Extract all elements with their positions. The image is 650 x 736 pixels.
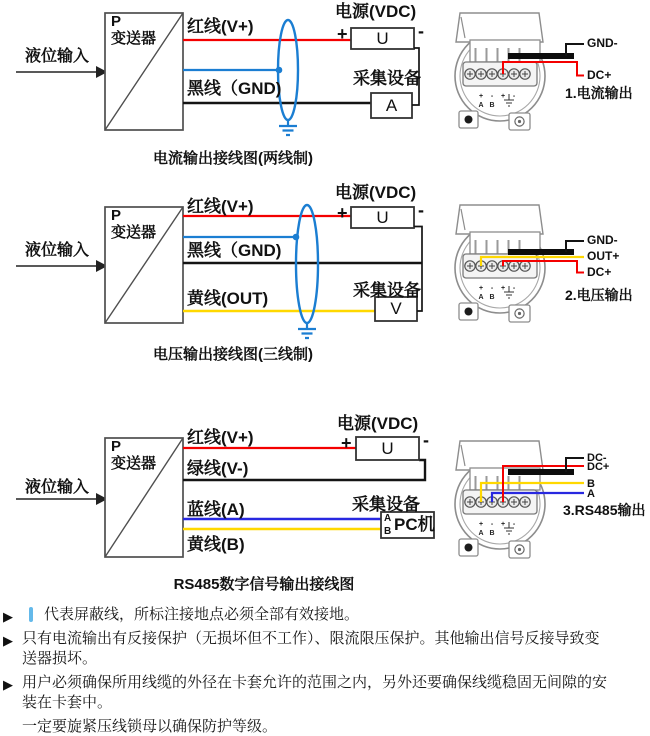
transmitter-name-label: 变送器 — [111, 224, 157, 241]
minus-sign: - — [423, 430, 429, 450]
bullet-triangle-icon: ▶ — [3, 633, 13, 648]
terminal-device — [455, 205, 545, 322]
plus-sign: + — [337, 24, 348, 44]
collector-title: 采集设备 — [353, 69, 421, 88]
input-label: 液位输入 — [25, 48, 90, 65]
blue-wire-label: 蓝线(A) — [187, 500, 245, 519]
note-cable-gland — [3, 673, 609, 713]
terminal-label-dcminus: DC- — [587, 452, 607, 464]
terminal-label-dcplus: DC+ — [587, 265, 612, 279]
green-wire-label: 绿线(V-) — [187, 459, 249, 478]
black-wire-label: 黑线（GND) — [187, 79, 282, 98]
diagram2-graphics — [16, 205, 584, 338]
note-text: 一定要旋紧压线锁母以确保防护等级。 — [22, 718, 278, 735]
ground-symbol-icon — [298, 323, 316, 338]
transmitter-p-label: P — [111, 207, 122, 224]
input-label: 液位输入 — [25, 479, 90, 496]
pc-port-a-label: A — [384, 513, 392, 524]
note-shield — [3, 605, 609, 625]
note-text: 代表屏蔽线，所标注接地点必须全部有效接地。 — [44, 606, 360, 623]
note-text: 只有电流输出有反接保护（无损坏但不工作）、限流限压保护。其他输出信号反接导致变送器损坏。 — [22, 630, 600, 667]
note-polarity — [3, 629, 609, 669]
bullet-triangle-icon: ▶ — [3, 609, 13, 624]
red-wire-label: 红线(V+) — [187, 17, 254, 36]
diagram2-caption: 电压输出接线图(三线制) — [153, 346, 313, 363]
power-unit-label: U — [381, 439, 394, 458]
note-lock-nut — [3, 717, 609, 736]
power-title: 电源(VDC) — [337, 414, 419, 433]
minus-sign: - — [418, 200, 424, 220]
terminal-label-out: OUT+ — [587, 249, 620, 263]
pc-label: PC机 — [394, 515, 435, 534]
minus-sign: - — [418, 21, 424, 41]
output-type-label: 3.RS485输出 — [563, 502, 646, 518]
power-title: 电源(VDC) — [335, 183, 417, 202]
plus-sign: + — [337, 203, 348, 223]
notes-section — [3, 605, 609, 736]
diagram3-caption: RS485数字信号输出接线图 — [173, 576, 355, 593]
ground-symbol-icon — [279, 120, 297, 135]
collector-title: 采集设备 — [353, 281, 421, 300]
diagram-linework: + - + - A B — [0, 0, 650, 736]
black-wire-label: 黑线（GND) — [187, 241, 282, 260]
diagram1-caption: 电流输出接线图(两线制) — [153, 150, 313, 167]
plus-sign: + — [341, 433, 352, 453]
yellow-wire-label: 黄线(OUT) — [187, 289, 269, 308]
diagram1-graphics — [16, 13, 584, 135]
shield-line-icon — [29, 607, 33, 622]
terminal-device — [455, 13, 545, 130]
voltmeter-label: V — [390, 299, 402, 318]
yellow-wire-label: 黄线(B) — [187, 535, 245, 554]
diagram3-graphics — [16, 437, 584, 558]
terminal-label-gnd: GND- — [587, 36, 618, 50]
red-wire-label: 红线(V+) — [187, 197, 254, 216]
transmitter-p-label: P — [111, 438, 122, 455]
terminal-label-gnd: GND- — [587, 233, 618, 247]
transmitter-name-label: 变送器 — [111, 30, 157, 47]
transmitter-name-label: 变送器 — [111, 455, 157, 472]
note-text: 用户必须确保所用线缆的外径在卡套允许的范围之内，另外还要确保线缆稳固无间隙的安装在卡套中。 — [22, 674, 608, 711]
input-label: 液位输入 — [25, 242, 90, 259]
terminal-label-dcplus: DC+ — [587, 68, 612, 82]
output-type-label: 1.电流输出 — [565, 85, 633, 101]
pc-port-b-label: B — [384, 526, 392, 537]
power-unit-label: U — [376, 208, 389, 227]
power-unit-label: U — [376, 29, 389, 48]
collector-title: 采集设备 — [352, 495, 420, 514]
bullet-triangle-icon: ▶ — [3, 677, 13, 692]
terminal-label-a: A — [587, 488, 595, 500]
terminal-device — [455, 441, 545, 558]
terminal-label-b: B — [587, 478, 595, 490]
output-type-label: 2.电压输出 — [565, 287, 633, 303]
transmitter-p-label: P — [111, 13, 122, 30]
terminal-label-dcplus: DC+ — [587, 461, 610, 473]
ammeter-label: A — [385, 96, 398, 115]
red-wire-label: 红线(V+) — [187, 428, 254, 447]
power-title: 电源(VDC) — [335, 2, 417, 21]
